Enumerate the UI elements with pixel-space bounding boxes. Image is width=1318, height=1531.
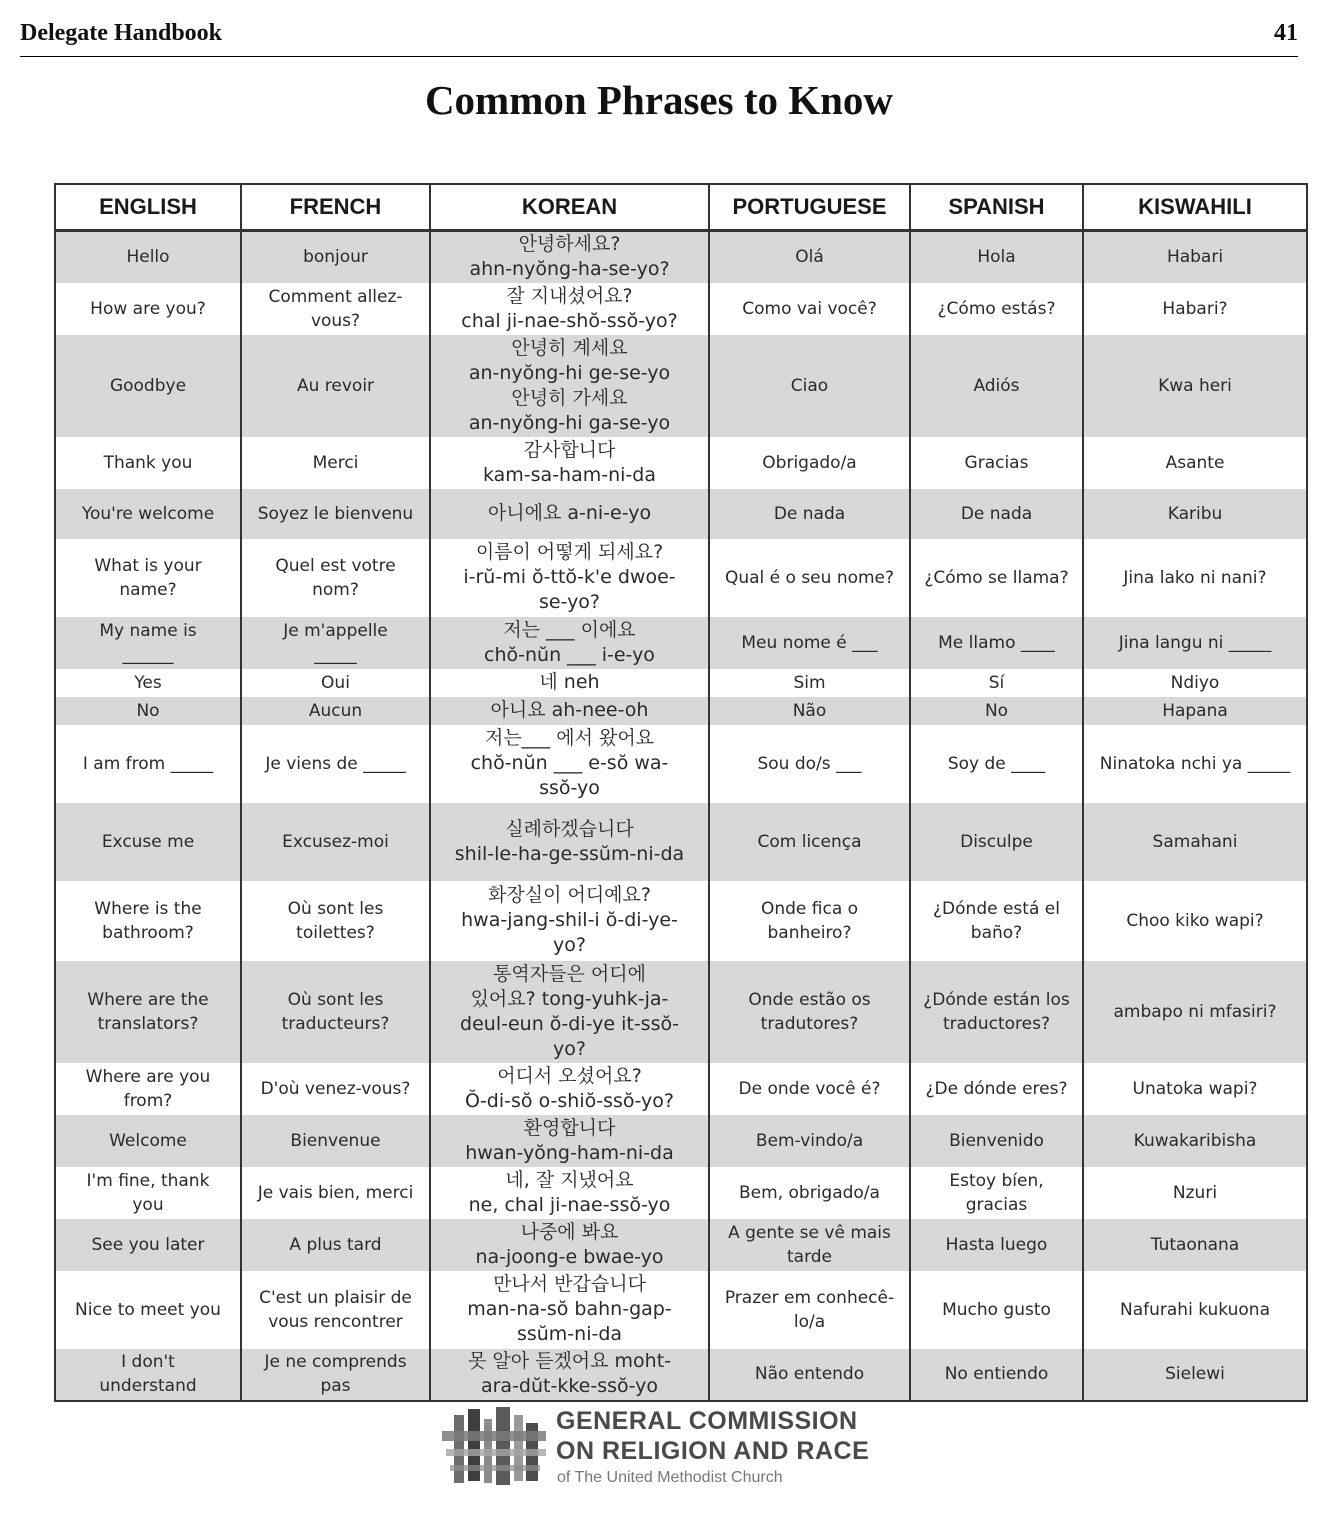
cell-spanish: Mucho gusto	[910, 1271, 1083, 1349]
cell-spanish: De nada	[910, 489, 1083, 539]
cell-spanish: Hasta luego	[910, 1219, 1083, 1271]
cell-kiswahili: Karibu	[1083, 489, 1307, 539]
cell-spanish: ¿Cómo estás?	[910, 283, 1083, 335]
column-header-french: FRENCH	[241, 184, 430, 231]
cell-korean: 실례하겠습니다 shil-le-ha-ge-ssŭm-ni-da	[430, 803, 709, 881]
cell-english: I am from _____	[55, 725, 241, 803]
table-row	[55, 437, 1307, 489]
cell-portuguese: Prazer em conhecê- lo/a	[709, 1271, 910, 1349]
cell-english: You're welcome	[55, 489, 241, 539]
cell-french: Je m'appelle _____	[241, 617, 430, 669]
cross-mosaic-icon	[440, 1405, 550, 1489]
table-row	[55, 283, 1307, 335]
cell-korean: 저는___ 에서 왔어요 chŏ-nŭn ___ e-sŏ wa- ssŏ-yo	[430, 725, 709, 803]
cell-french: Je viens de _____	[241, 725, 430, 803]
table-row	[55, 489, 1307, 539]
cell-english: What is your name?	[55, 539, 241, 617]
table-row	[55, 725, 1307, 803]
cell-english: See you later	[55, 1219, 241, 1271]
column-header-english: ENGLISH	[55, 184, 241, 231]
cell-kiswahili: Tutaonana	[1083, 1219, 1307, 1271]
cell-portuguese: De nada	[709, 489, 910, 539]
cell-english: Excuse me	[55, 803, 241, 881]
cell-french: C'est un plaisir de vous rencontrer	[241, 1271, 430, 1349]
cell-kiswahili: Habari	[1083, 231, 1307, 283]
logo-line-3: of The United Methodist Church	[557, 1469, 783, 1486]
cell-english: Where are you from?	[55, 1063, 241, 1115]
table-row	[55, 617, 1307, 669]
cell-kiswahili: Jina langu ni _____	[1083, 617, 1307, 669]
cell-kiswahili: Kwa heri	[1083, 335, 1307, 437]
cell-english: How are you?	[55, 283, 241, 335]
cell-korean: 아니요 ah-nee-oh	[430, 697, 709, 725]
cell-english: Where are the translators?	[55, 961, 241, 1063]
cell-korean: 통역자들은 어디에 있어요? tong-yuhk-ja- deul-eun ŏ-di-ye it-ssŏ- yo?	[430, 961, 709, 1063]
cell-english: My name is ______	[55, 617, 241, 669]
logo-line-2: ON RELIGION AND RACE	[556, 1437, 870, 1465]
cell-kiswahili: Nafurahi kukuona	[1083, 1271, 1307, 1349]
cell-kiswahili: ambapo ni mfasiri?	[1083, 961, 1307, 1063]
cell-portuguese: Sou do/s ___	[709, 725, 910, 803]
cell-spanish: Me llamo ____	[910, 617, 1083, 669]
cell-portuguese: De onde você é?	[709, 1063, 910, 1115]
cell-korean: 잘 지내셨어요? chal ji-nae-shŏ-ssŏ-yo?	[430, 283, 709, 335]
cell-spanish: Hola	[910, 231, 1083, 283]
cell-korean: 안녕히 계세요 an-nyŏng-hi ge-se-yo 안녕히 가세요 an-nyŏng-hi ga-se-yo	[430, 335, 709, 437]
cell-french: Où sont les toilettes?	[241, 881, 430, 961]
cell-portuguese: Com licença	[709, 803, 910, 881]
table-row	[55, 1167, 1307, 1219]
cell-french: Où sont les traducteurs?	[241, 961, 430, 1063]
logo-line-1: GENERAL COMMISSION	[556, 1407, 858, 1435]
cell-kiswahili: Habari?	[1083, 283, 1307, 335]
table-row	[55, 961, 1307, 1063]
cell-kiswahili: Kuwakaribisha	[1083, 1115, 1307, 1167]
cell-kiswahili: Hapana	[1083, 697, 1307, 725]
cell-english: Goodbye	[55, 335, 241, 437]
cell-portuguese: A gente se vê mais tarde	[709, 1219, 910, 1271]
cell-french: Je ne comprends pas	[241, 1349, 430, 1401]
cell-spanish: No entiendo	[910, 1349, 1083, 1401]
cell-kiswahili: Samahani	[1083, 803, 1307, 881]
cell-korean: 이름이 어떻게 되세요? i-rŭ-mi ŏ-ttŏ-k'e dwoe- se-yo?	[430, 539, 709, 617]
cell-spanish: No	[910, 697, 1083, 725]
phrase-table	[54, 183, 1308, 1402]
cell-spanish: Adiós	[910, 335, 1083, 437]
cell-english: Hello	[55, 231, 241, 283]
cell-korean: 나중에 봐요 na-joong-e bwae-yo	[430, 1219, 709, 1271]
cell-french: Oui	[241, 669, 430, 697]
cell-korean: 아니에요 a-ni-e-yo	[430, 489, 709, 539]
cell-french: Je vais bien, merci	[241, 1167, 430, 1219]
cell-korean: 안녕하세요? ahn-nyŏng-ha-se-yo?	[430, 231, 709, 283]
cell-portuguese: Olá	[709, 231, 910, 283]
cell-french: D'où venez-vous?	[241, 1063, 430, 1115]
table-row	[55, 1115, 1307, 1167]
cell-english: Where is the bathroom?	[55, 881, 241, 961]
cell-spanish: Bienvenido	[910, 1115, 1083, 1167]
cell-french: Merci	[241, 437, 430, 489]
cell-korean: 환영합니다 hwan-yŏng-ham-ni-da	[430, 1115, 709, 1167]
cell-spanish: Sí	[910, 669, 1083, 697]
cell-kiswahili: Choo kiko wapi?	[1083, 881, 1307, 961]
cell-english: Thank you	[55, 437, 241, 489]
table-row	[55, 231, 1307, 283]
cell-korean: 감사합니다 kam-sa-ham-ni-da	[430, 437, 709, 489]
running-header-title: Delegate Handbook	[20, 20, 223, 46]
cell-korean: 못 알아 듣겠어요 moht- ara-dŭt-kke-ssŏ-yo	[430, 1349, 709, 1401]
column-header-korean: KOREAN	[430, 184, 709, 231]
column-header-kiswahili: KISWAHILI	[1083, 184, 1307, 231]
column-header-spanish: SPANISH	[910, 184, 1083, 231]
cell-portuguese: Meu nome é ___	[709, 617, 910, 669]
cell-portuguese: Como vai você?	[709, 283, 910, 335]
cell-french: A plus tard	[241, 1219, 430, 1271]
table-row	[55, 881, 1307, 961]
cell-spanish: Disculpe	[910, 803, 1083, 881]
table-row	[55, 669, 1307, 697]
cell-spanish: ¿Dónde está el baño?	[910, 881, 1083, 961]
cell-portuguese: Sim	[709, 669, 910, 697]
cell-kiswahili: Nzuri	[1083, 1167, 1307, 1219]
table-header-row	[55, 184, 1307, 231]
cell-korean: 저는 ___ 이에요 chŏ-nŭn ___ i-e-yo	[430, 617, 709, 669]
cell-korean: 네, 잘 지냈어요 ne, chal ji-nae-ssŏ-yo	[430, 1167, 709, 1219]
cell-kiswahili: Jina lako ni nani?	[1083, 539, 1307, 617]
cell-french: Aucun	[241, 697, 430, 725]
page-header	[20, 18, 1298, 57]
table-row	[55, 335, 1307, 437]
cell-kiswahili: Ninatoka nchi ya _____	[1083, 725, 1307, 803]
table-row	[55, 1349, 1307, 1401]
cell-french: Excusez-moi	[241, 803, 430, 881]
cell-french: Bienvenue	[241, 1115, 430, 1167]
gcorr-logo	[440, 1405, 910, 1505]
cell-kiswahili: Unatoka wapi?	[1083, 1063, 1307, 1115]
cell-korean: 어디서 오셨어요? Ŏ-di-sŏ o-shiŏ-ssŏ-yo?	[430, 1063, 709, 1115]
cell-spanish: Estoy bíen, gracias	[910, 1167, 1083, 1219]
cell-french: Comment allez- vous?	[241, 283, 430, 335]
cell-spanish: ¿Dónde están los traductores?	[910, 961, 1083, 1063]
cell-portuguese: Bem, obrigado/a	[709, 1167, 910, 1219]
cell-korean: 화장실이 어디예요? hwa-jang-shil-i ŏ-di-ye- yo?	[430, 881, 709, 961]
cell-french: Quel est votre nom?	[241, 539, 430, 617]
cell-kiswahili: Asante	[1083, 437, 1307, 489]
table-row	[55, 1271, 1307, 1349]
cell-spanish: ¿De dónde eres?	[910, 1063, 1083, 1115]
cell-portuguese: Qual é o seu nome?	[709, 539, 910, 617]
cell-korean: 만나서 반갑습니다 man-na-sŏ bahn-gap- ssŭm-ni-da	[430, 1271, 709, 1349]
table-row	[55, 1063, 1307, 1115]
cell-portuguese: Onde fica o banheiro?	[709, 881, 910, 961]
cell-spanish: Gracias	[910, 437, 1083, 489]
cell-spanish: ¿Cómo se llama?	[910, 539, 1083, 617]
table-row	[55, 539, 1307, 617]
column-header-portuguese: PORTUGUESE	[709, 184, 910, 231]
cell-english: I'm fine, thank you	[55, 1167, 241, 1219]
cell-french: bonjour	[241, 231, 430, 283]
cell-english: No	[55, 697, 241, 725]
cell-english: Welcome	[55, 1115, 241, 1167]
page-title: Common Phrases to Know	[424, 77, 894, 123]
cell-kiswahili: Sielewi	[1083, 1349, 1307, 1401]
cell-french: Soyez le bienvenu	[241, 489, 430, 539]
cell-portuguese: Obrigado/a	[709, 437, 910, 489]
cell-kiswahili: Ndiyo	[1083, 669, 1307, 697]
cell-english: I don't understand	[55, 1349, 241, 1401]
cell-portuguese: Onde estão os tradutores?	[709, 961, 910, 1063]
cell-french: Au revoir	[241, 335, 430, 437]
table-row	[55, 1219, 1307, 1271]
cell-english: Yes	[55, 669, 241, 697]
cell-portuguese: Não	[709, 697, 910, 725]
cell-portuguese: Ciao	[709, 335, 910, 437]
cell-korean: 네 neh	[430, 669, 709, 697]
table-row	[55, 803, 1307, 881]
cell-portuguese: Não entendo	[709, 1349, 910, 1401]
table-row	[55, 697, 1307, 725]
page-number: 41	[1274, 20, 1298, 46]
cell-english: Nice to meet you	[55, 1271, 241, 1349]
table-body	[55, 231, 1307, 1401]
cell-spanish: Soy de ____	[910, 725, 1083, 803]
cell-portuguese: Bem-vindo/a	[709, 1115, 910, 1167]
